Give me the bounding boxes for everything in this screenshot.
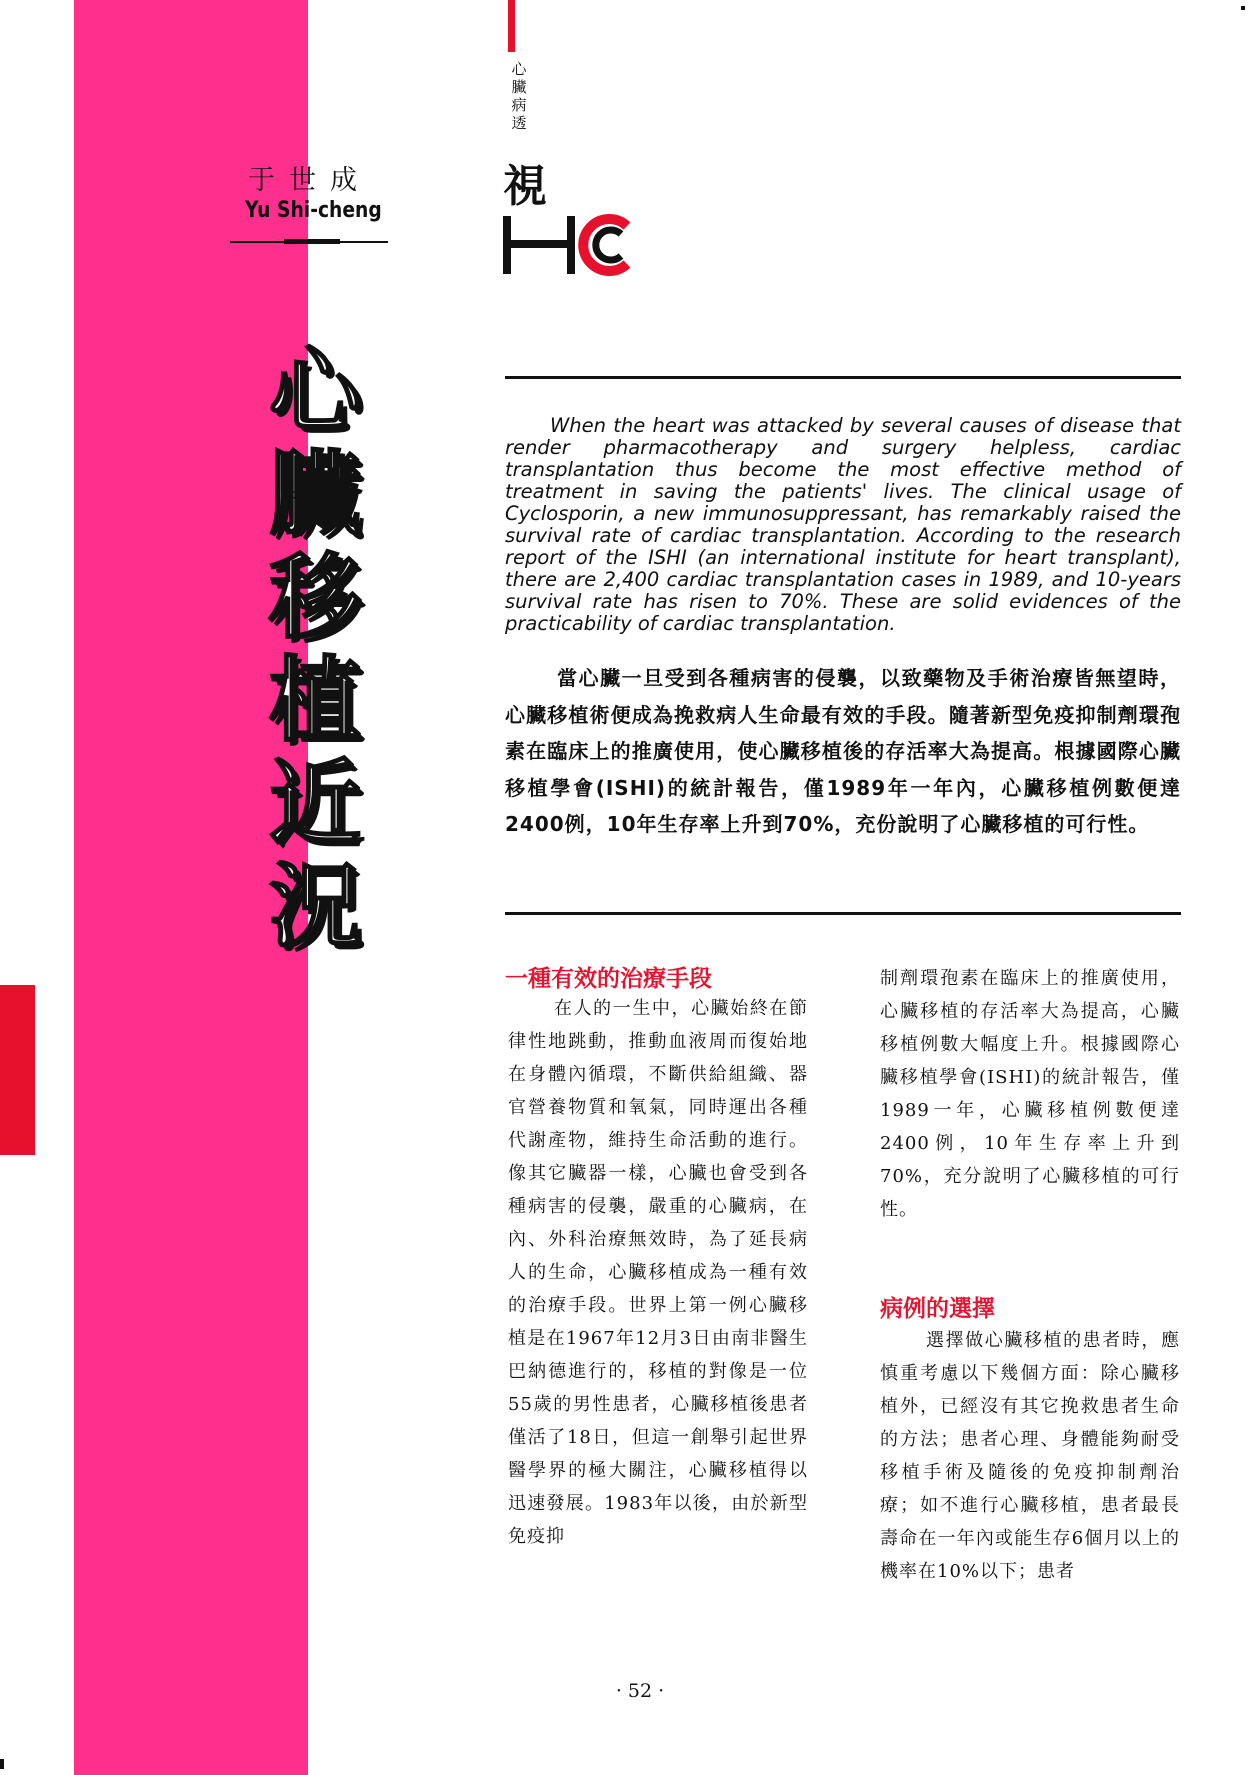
author-divider-accent <box>284 239 340 244</box>
section-heading-effective-treatment: 一種有效的治療手段 <box>505 966 712 992</box>
corner-mark-bottom <box>0 1759 4 1769</box>
article-title <box>265 340 365 958</box>
english-abstract: When the heart was attacked by several causes of disease that render pharmacotherapy and surgery helpless, cardiac transplantation thus become the most effective method of treatment in saving the patients' lives. The clinical usage of Cyclosporin, a new immunosuppressant, has remarkably raised the survival rate of cardiac transplantation. According to the research report of the ISHI (an international institute for heart transplant), there are 2,400 cardiac transplantation cases in 1989, and 10-years survival rate has risen to 70%. These are solid evidences of the practicability of cardiac transplantation. <box>505 414 1181 635</box>
author-name-english: Yu Shi-cheng <box>245 198 382 223</box>
left-column-body: 在人的一生中，心臟始終在節律性地跳動，推動血液周而復始地在身體內循環，不斷供給組織、器官營養物質和氧氣，同時運出各種代謝產物，維持生命活動的進行。像其它臟器一樣，心臟也會受到各種病害的侵襲，嚴重的心臟病，在內、外科治療無效時，為了延長病人的生命，心臟移植成為一種有效的治療手段。世界上第一例心臟移植是在1967年12月3日由南非醫生巴納德進行的，移植的對像是一位55歲的男性患者，心臟移植後患者僅活了18日，但這一創舉引起世界醫學界的極大關注，心臟移植得以迅速發展。1983年以後，由於新型免疫抑 <box>508 998 808 1547</box>
title-char: 臟 <box>268 441 361 548</box>
column-label-big: 視 <box>503 161 547 212</box>
column-label-char: 透 <box>511 114 527 132</box>
column-label-char: 臟 <box>511 78 527 96</box>
red-edge-tab <box>0 985 35 1155</box>
column-top-bar <box>508 0 515 52</box>
author-name-chinese: 于世成 <box>248 165 371 196</box>
title-char: 近 <box>268 750 361 857</box>
corner-mark <box>1241 6 1245 10</box>
right-column-continuation: 制劑環孢素在臨床上的推廣使用，心臟移植的存活率大為提高，心臟移植例數大幅度上升。根據國際心臟移植學會(ISHI)的統計報告，僅1989一年，心臟移植例數便達2400例，10年生存率上升到70%，充分說明了心臟移植的可行性。 <box>880 968 1180 1220</box>
middle-rule <box>505 912 1181 915</box>
column-label <box>507 60 531 132</box>
right-column-body: 選擇做心臟移植的患者時，應慎重考慮以下幾個方面：除心臟移植外，已經沒有其它挽救患者生命的方法；患者心理、身體能夠耐受移植手術及隨後的免疫抑制劑治療；如不進行心臟移植，患者最長壽命在一年內或能生存6個月以上的機率在10%以下；患者 <box>880 1330 1180 1582</box>
title-char: 移 <box>268 544 361 651</box>
page-number: · 52 · <box>615 1680 665 1702</box>
title-char: 況 <box>268 853 361 960</box>
top-rule <box>505 376 1181 379</box>
title-char: 植 <box>268 647 361 754</box>
section-heading-case-selection: 病例的選擇 <box>880 1296 995 1322</box>
hc-logo-icon <box>503 212 638 278</box>
chinese-intro: 當心臟一旦受到各種病害的侵襲，以致藥物及手術治療皆無望時，心臟移植術便成為挽救病人生命最有效的手段。隨著新型免疫抑制劑環孢素在臨床上的推廣使用，使心臟移植後的存活率大為提高。根據國際心臟移植學會(ISHI)的統計報告，僅1989年一年內，心臟移植例數便達2400例，10年生存率上升到70%，充份說明了心臟移植的可行性。 <box>505 666 1181 836</box>
column-label-char: 病 <box>511 96 527 114</box>
column-label-char: 心 <box>511 60 527 78</box>
title-char: 心 <box>268 338 361 445</box>
